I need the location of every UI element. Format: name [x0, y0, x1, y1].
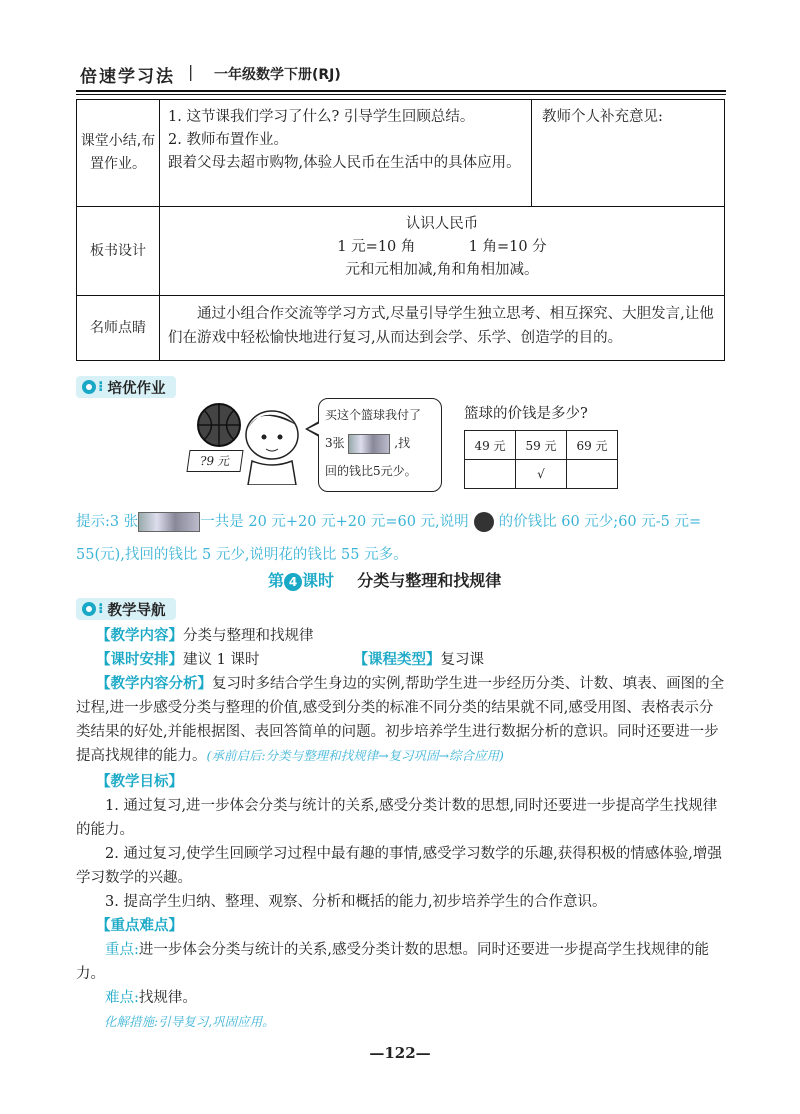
bubble-line: 回的钱比5元少。 [325, 464, 417, 478]
option-cell: 49 元 [465, 431, 516, 460]
page-number: —122— [369, 1044, 431, 1062]
section-badge-navigation [76, 598, 176, 620]
hint-line: 55(元),找回的钱比 5 元少,说明花的钱比 55 元多。 [76, 547, 408, 563]
goal-item: 1. 通过复习,进一步体会分类与统计的关系,感受分类计数的思想,同时还要进一步提高学生找规律的能力。 [76, 798, 718, 838]
board-title: 认识人民币 [405, 216, 479, 232]
lesson-heading: 第 4 课时 分类与整理和找规律 [268, 571, 502, 590]
difficult-point: 难点:找规律。 [105, 990, 197, 1006]
teacher-note: 教师个人补充意见: [542, 109, 663, 125]
bubble-line: 买这个篮球我付了 [325, 408, 422, 422]
book-subtitle: 一年级数学下册(RJ) [214, 67, 341, 83]
nav-goals-heading: 【教学目标】 [96, 774, 183, 790]
summary-line: 跟着父母去超市购物,体验人民币在生活中的具体应用。 [168, 155, 521, 171]
boy-icon [238, 405, 308, 485]
section-title: 教学导航 [107, 602, 166, 619]
key-point: 重点:进一步体会分类与统计的关系,感受分类计数的思想。同时还要进一步提高学生找规律的能力。 [76, 942, 709, 982]
section-title: 培优作业 [107, 380, 166, 397]
table-row-tips [77, 296, 725, 361]
bubble-line: 3张 ,找 [325, 429, 435, 457]
option-cell: 69 元 [567, 431, 618, 460]
price-tag: ?9 元 [186, 450, 243, 472]
section-badge-homework [76, 376, 176, 398]
nav-schedule: 【课时安排】建议 1 课时 【课程类型】复习课 [96, 652, 484, 668]
nav-key-heading: 【重点难点】 [96, 918, 183, 934]
basketball-icon [196, 402, 242, 448]
goal-item: 3. 提高学生归纳、整理、观察、分析和概括的能力,初步培养学生的合作意识。 [105, 894, 607, 910]
goal-item: 2. 通过复习,使学生回顾学习过程中最有趣的事情,感受学习数学的乐趣,获得积极的情感体验,增强学习数学的兴趣。 [76, 846, 722, 886]
answer-cell [567, 460, 618, 489]
nav-analysis: 【教学内容分析】复习时多结合学生身边的实例,帮助学生进一步经历分类、计数、填表、画图的全过程,进一步感受分类与整理的价值,感受到分类的标准不同分类的结果就不同,感受用图、表格表示分类结果的好处,并能根据图、表回答简单的问题。初步培养学生进行数据分析的意识。同时还要进一步提高找规律的能力。(承前启后:分类与整理和找规律→复习巩固→综合应用) [76, 676, 725, 764]
location-pin-icon [82, 602, 96, 616]
banknote-icon [138, 512, 200, 532]
basketball-icon [469, 511, 499, 533]
summary-line: 2. 教师布置作业。 [168, 132, 288, 148]
table-row-summary [77, 100, 725, 207]
lesson-number-badge: 4 [284, 573, 302, 591]
book-brand: 倍速学习法 [80, 67, 175, 87]
header-rule [76, 90, 726, 92]
teaching-navigation [76, 624, 726, 1034]
teacher-note-cell [532, 100, 725, 207]
row-label-tips: 名师点睛 [77, 296, 160, 361]
location-pin-icon [82, 380, 96, 394]
tips-content: 通过小组合作交流等学习方式,尽量引导学生独立思考、相互探究、大胆发言,让他们在游戏中轻松愉快地进行复习,从而达到会学、乐学、创造学的目的。 [160, 296, 725, 361]
banknote-icon [348, 434, 390, 454]
hint-line: 提示:3 张 一共是 20 元+20 元+20 元=60 元,说明 的价钱比 60 元少;60 元-5 元= [76, 506, 736, 539]
lesson-table [76, 99, 725, 361]
header-rule-thin [76, 94, 726, 95]
dots-icon: ⁝ [98, 379, 104, 395]
speech-bubble [318, 398, 442, 492]
board-rule: 元和元相加减,角和角相加减。 [345, 262, 539, 278]
dots-icon: ⁝ [98, 601, 104, 617]
lesson-title: 分类与整理和找规律 [357, 571, 502, 590]
board-design-content [160, 207, 725, 296]
answer-cell [465, 460, 516, 489]
summary-line: 1. 这节课我们学习了什么? 引导学生回顾总结。 [168, 109, 475, 125]
board-eq2: 1 角=10 分 [468, 239, 547, 255]
answer-cell: √ [516, 460, 567, 489]
question-text: 篮球的价钱是多少? [464, 406, 588, 422]
table-row-board [77, 207, 725, 296]
summary-content [160, 100, 532, 207]
row-label-board: 板书设计 [77, 207, 160, 296]
nav-content: 【教学内容】分类与整理和找规律 [96, 628, 314, 644]
option-cell: 59 元 [516, 431, 567, 460]
board-eq1: 1 元=10 角 [337, 239, 416, 255]
row-label-summary: 课堂小结,布置作业。 [77, 100, 160, 207]
method-note: 化解措施:引导复习,巩固应用。 [104, 1014, 275, 1029]
header-divider: | [188, 62, 194, 81]
hint-text [76, 506, 736, 572]
board-equations [168, 236, 716, 259]
price-options-table [464, 430, 618, 489]
